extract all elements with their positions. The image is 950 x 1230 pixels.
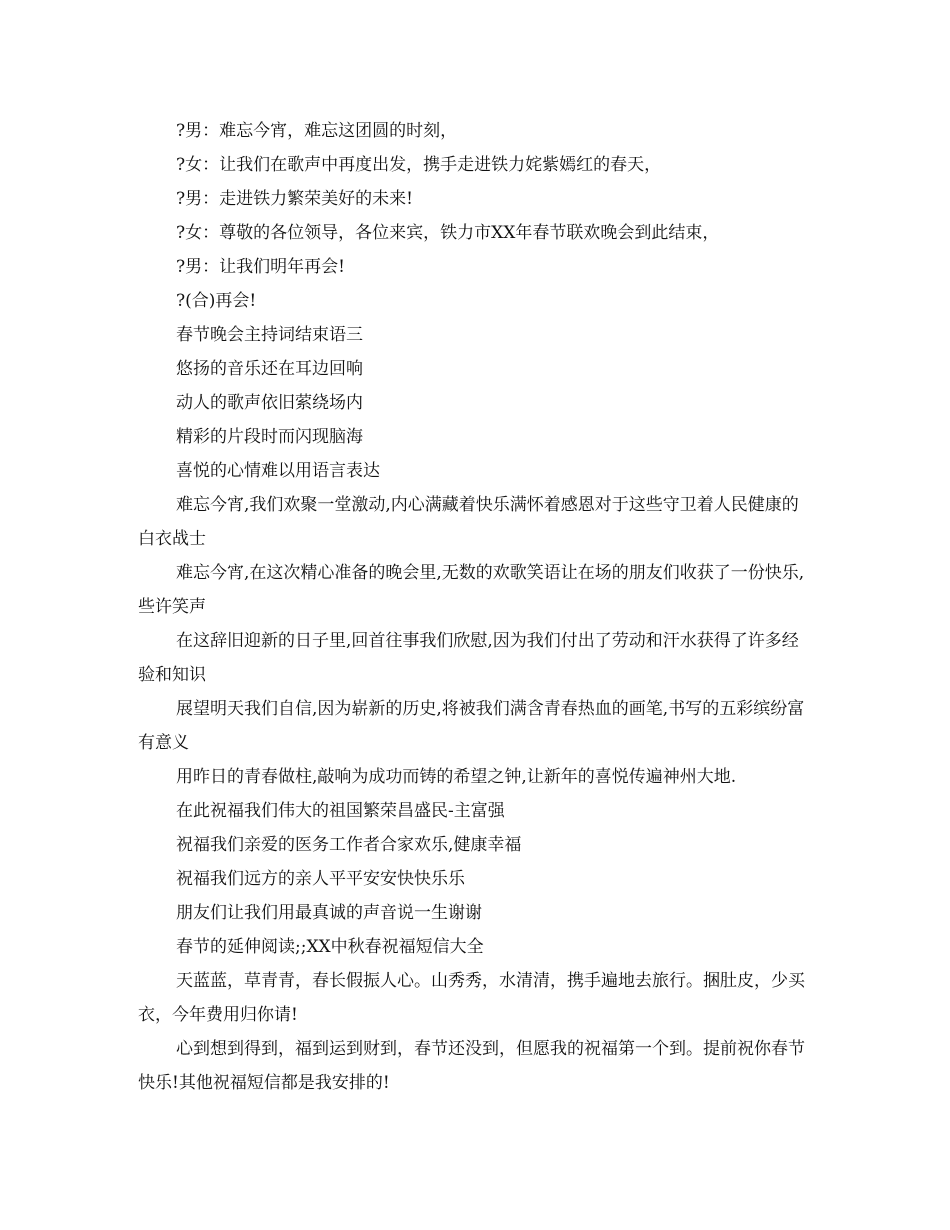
dialogue-line-female: ?女：让我们在歌声中再度出发，携手走进铁力姹紫嫣红的春天， <box>176 155 662 175</box>
paragraph: 在这辞旧迎新的日子里,回首往事我们欣慰,因为我们付出了劳动和汗水获得了许多经验和知识 <box>138 631 799 685</box>
extended-reading-heading: 春节的延伸阅读;;XX中秋春祝福短信大全 <box>176 937 484 957</box>
document-body <box>138 114 814 1100</box>
paragraph: 难忘今宵,在这次精心准备的晚会里,无数的欢歌笑语让在场的朋友们收获了一份快乐,些许笑声 <box>138 563 805 617</box>
dialogue-line-male: ?男：难忘今宵，难忘这团圆的时刻， <box>176 121 458 141</box>
paragraph: 难忘今宵,我们欢聚一堂激动,内心满藏着快乐满怀着感恩对于这些守卫着人民健康的白衣战士 <box>138 495 799 549</box>
dialogue-line-male: ?男：让我们明年再会! <box>176 257 345 277</box>
poem-line: 动人的歌声依旧萦绕场内 <box>176 393 363 413</box>
section-heading: 春节晚会主持词结束语三 <box>176 325 363 345</box>
blessing-line: 朋友们让我们用最真诚的声音说一生谢谢 <box>176 903 482 923</box>
greeting-message: 心到想到得到，福到运到财到，春节还没到，但愿我的祝福第一个到。提前祝你春节快乐!其他祝福短信都是我安排的! <box>138 1039 805 1093</box>
paragraph: 展望明天我们自信,因为崭新的历史,将被我们满含青春热血的画笔,书写的五彩缤纷富有意义 <box>138 699 805 753</box>
blessing-line: 祝福我们远方的亲人平平安安快快乐乐 <box>176 869 465 889</box>
greeting-message: 天蓝蓝，草青青，春长假振人心。山秀秀，水清清，携手遍地去旅行。捆肚皮，少买衣，今年费用归你请! <box>138 971 805 1025</box>
poem-line: 悠扬的音乐还在耳边回响 <box>176 359 363 379</box>
poem-line: 喜悦的心情难以用语言表达 <box>176 461 380 481</box>
poem-line: 精彩的片段时而闪现脑海 <box>176 427 363 447</box>
paragraph: 用昨日的青春做柱,敲响为成功而铸的希望之钟,让新年的喜悦传遍神州大地. <box>176 767 737 787</box>
blessing-line: 祝福我们亲爱的医务工作者合家欢乐,健康幸福 <box>176 835 522 855</box>
blessing-line: 在此祝福我们伟大的祖国繁荣昌盛民-主富强 <box>176 801 505 821</box>
dialogue-line-male: ?男：走进铁力繁荣美好的未来! <box>176 189 413 209</box>
dialogue-line-female: ?女：尊敬的各位领导，各位来宾，铁力市XX年春节联欢晚会到此结束， <box>176 223 720 243</box>
dialogue-line-together: ?(合)再会! <box>176 291 257 311</box>
